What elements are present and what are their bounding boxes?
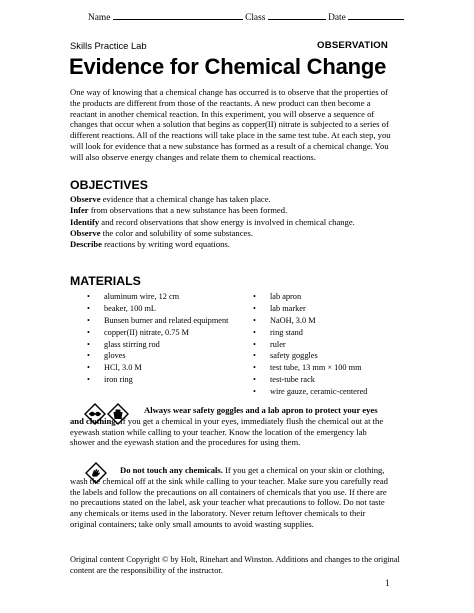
material-item: • wire gauze, ceramic-centered <box>250 387 410 398</box>
safety-goggles-paragraph: Always wear safety goggles and a lab apron to protect your eyes and clothing. If you get a chemical in your eyes, immediately flush the chemical out at the eyewash station while calling to your teacher. Know the location of the emergency lab shower and the eyewash station and the procedures for using them. <box>70 405 384 448</box>
material-item: • Bunsen burner and related equipment <box>84 316 234 327</box>
material-item: • test tube, 13 mm × 100 mm <box>250 363 410 374</box>
lab-type: Skills Practice Lab <box>70 40 147 51</box>
material-item: • lab apron <box>250 292 410 303</box>
objective-item: Observe the color and solubility of some substances. <box>70 227 253 238</box>
objective-item: Identify and record observations that show energy is involved in chemical change. <box>70 216 355 227</box>
class-label: Class <box>245 13 266 23</box>
material-item: • safety goggles <box>250 351 410 362</box>
material-item: • HCl, 3.0 M <box>84 363 234 374</box>
date-label: Date <box>328 13 346 23</box>
material-item: • ruler <box>250 340 410 351</box>
name-blank <box>113 10 243 20</box>
student-info-header <box>88 10 388 23</box>
copyright-footer: Original content Copyright © by Holt, Rinehart and Winston. Additions and changes to the original content are the responsibility of the instructor. <box>70 555 400 575</box>
page-title: Evidence for Chemical Change <box>69 54 387 79</box>
page-number: 1 <box>385 578 390 588</box>
objectives-list <box>70 194 396 250</box>
materials-heading: MATERIALS <box>70 274 141 288</box>
material-item: • beaker, 100 mL <box>84 304 234 315</box>
objective-item: Infer from observations that a new substance has been formed. <box>70 205 288 216</box>
material-item: • NaOH, 3.0 M <box>250 316 410 327</box>
objective-item: Describe reactions by writing word equations. <box>70 239 230 250</box>
objectives-heading: OBJECTIVES <box>70 178 148 192</box>
material-item: • test-tube rack <box>250 375 410 386</box>
date-blank <box>348 10 404 20</box>
safety-chemicals-paragraph: Do not touch any chemicals. If you get a chemical on your skin or clothing, wash the chemical off at the sink while calling to your teacher. Make sure you carefully read the labels and follow the precautions on all containers of chemicals that you use. If there are no precautions stated on the label, ask your teacher what precautions to follow. Do not taste any chemicals or items used in the laboratory. Never return leftover chemicals to their original containers; take only small amounts to avoid wasting supplies. <box>70 465 388 529</box>
lab-category: OBSERVATION <box>317 40 388 51</box>
material-item: • ring stand <box>250 328 410 339</box>
material-item: • iron ring <box>84 375 234 386</box>
objective-item: Observe evidence that a chemical change has taken place. <box>70 194 271 204</box>
name-label: Name <box>88 13 111 23</box>
material-item: • copper(II) nitrate, 0.75 M <box>84 328 234 339</box>
material-item: • aluminum wire, 12 cm <box>84 292 234 303</box>
material-item: • gloves <box>84 351 234 362</box>
materials-list-left <box>84 292 234 387</box>
class-blank <box>268 10 326 20</box>
material-item: • glass stirring rod <box>84 340 234 351</box>
material-item: • lab marker <box>250 304 410 315</box>
intro-paragraph: One way of knowing that a chemical change has occurred is to observe that the properties of the products are different from those of the reactants. A new product can then become a reactant in another chemical reaction. In this experiment, you will observe a sequence of changes that occur when a solution that begins as copper(II) nitrate is subjected to a series of different reactions. All of the reactions will take place in the same test tube. At each step, you will look for evidence that a new substance has formed as a result of a chemical change. You will also observe energy changes and relate them to chemical reactions. <box>70 87 391 162</box>
materials-list-right <box>250 292 410 399</box>
